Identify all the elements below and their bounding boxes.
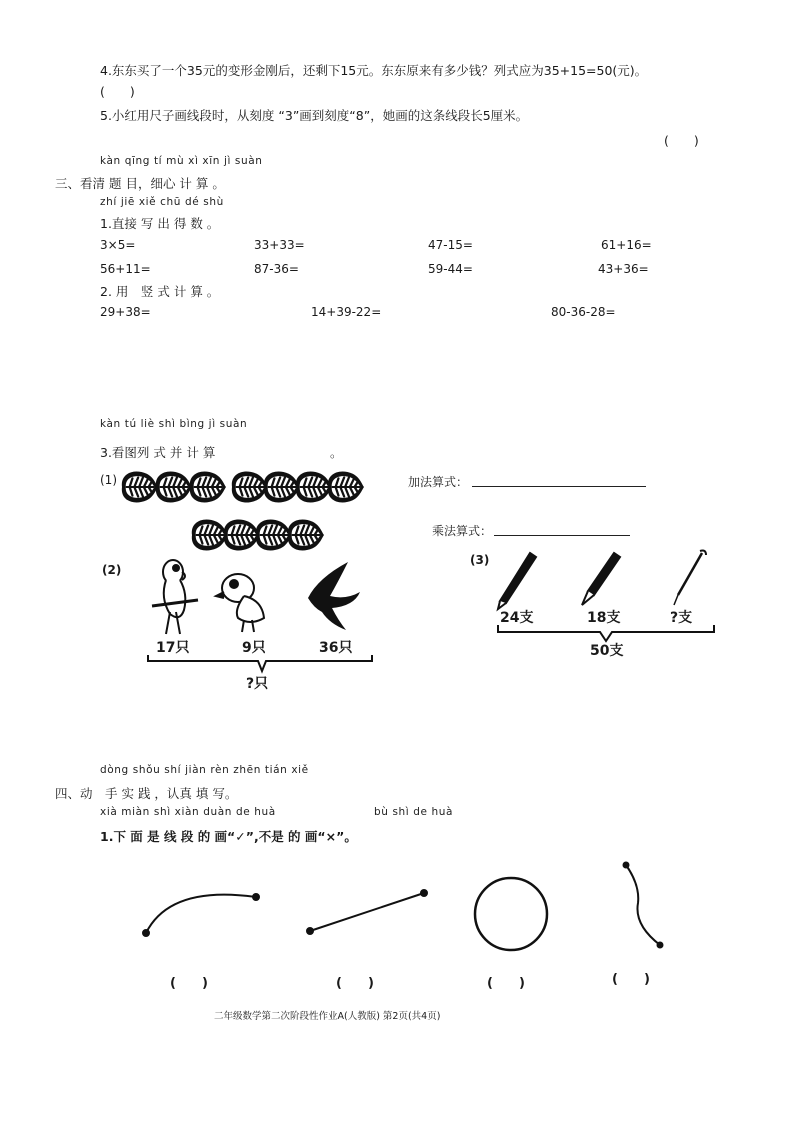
question-4-text: 4.东东买了一个35元的变形金刚后，还剩下15元。东东原来有多少钱？列式应为35+15=50(元)。 xyxy=(100,63,648,78)
sub3-title: 3.看图列 式 并 计 算 xyxy=(100,445,216,460)
oral-problem: 47-15= xyxy=(428,238,473,252)
arc-shape xyxy=(143,894,259,936)
curve-shape xyxy=(624,863,663,948)
pens-total: 50支 xyxy=(590,643,624,659)
section-3-title: 三、看清 题 目，细心 计 算 。 xyxy=(55,176,225,191)
question-4-answer-paren[interactable]: ( ) xyxy=(100,84,135,99)
sub1-pinyin: zhí jiē xiě chū dé shù xyxy=(100,196,224,208)
section-4-title: 四、动 手 实 践 ，认真 填 写。 xyxy=(55,786,238,801)
parrot-count: 17只 xyxy=(156,640,190,656)
swallow-count: 36只 xyxy=(319,640,353,656)
swallow-icon xyxy=(308,562,360,630)
problem-2-label: (2) xyxy=(102,563,122,577)
parrot-icon xyxy=(152,560,198,634)
oral-problem: 61+16= xyxy=(601,238,652,252)
vertical-problem: 14+39-22= xyxy=(311,305,382,319)
section-3-pinyin: kàn qīng tí mù xì xīn jì suàn xyxy=(100,155,263,167)
oral-problem: 3×5= xyxy=(100,238,136,252)
page-footer: 二年级数学第二次阶段性作业A(人教版) 第2页(共4页) xyxy=(214,1011,441,1022)
oral-problem: 43+36= xyxy=(598,262,649,276)
vertical-problem: 80-36-28= xyxy=(551,305,616,319)
sub3-title-end: 。 xyxy=(330,445,343,460)
pencil-count: 24支 xyxy=(500,610,534,626)
pencil-icon xyxy=(498,553,536,609)
bird-count: 9只 xyxy=(242,640,266,656)
multiplication-formula-label: 乘法算式： xyxy=(432,524,493,538)
oral-problem: 56+11= xyxy=(100,262,151,276)
line-shapes-figure xyxy=(130,855,730,965)
fountain-pen-icon xyxy=(582,553,620,605)
question-5-text: 5.小红用尺子画线段时，从刻度 “3”画到刻度“8”，她画的这条线段长5厘米。 xyxy=(100,108,529,123)
multiplication-answer-line[interactable] xyxy=(494,523,630,536)
sub2-title: 2. 用 竖 式 计 算 。 xyxy=(100,284,220,299)
pens-picture xyxy=(490,545,720,615)
addition-formula-label: 加法算式： xyxy=(408,475,469,489)
line-segment-shape xyxy=(307,890,427,934)
problem-3-label: (3) xyxy=(470,553,490,567)
problem-1-label: (1) xyxy=(100,473,117,487)
bird-icon xyxy=(216,574,264,632)
birds-picture xyxy=(140,550,380,645)
sub3-pinyin: kàn tú liè shì bìng jì suàn xyxy=(100,418,248,430)
leaves-picture xyxy=(120,464,410,554)
answer-paren-4[interactable]: ( ) xyxy=(612,972,650,987)
oral-problem: 59-44= xyxy=(428,262,473,276)
addition-answer-line[interactable] xyxy=(472,474,646,487)
section-4-sub1-pinyin-b: bù shì de huà xyxy=(374,806,454,818)
sub1-title: 1.直接 写 出 得 数 。 xyxy=(100,216,220,231)
answer-paren-2[interactable]: ( ) xyxy=(336,976,374,991)
oral-problem: 87-36= xyxy=(254,262,299,276)
answer-paren-3[interactable]: ( ) xyxy=(487,976,525,991)
oral-problem: 33+33= xyxy=(254,238,305,252)
section-4-sub1-title: 1.下 面 是 线 段 的 画“✓”,不是 的 画“×”。 xyxy=(100,829,357,844)
birds-total: ?只 xyxy=(246,676,269,692)
section-4-sub1-pinyin-a: xià miàn shì xiàn duàn de huà xyxy=(100,806,276,818)
vertical-problem: 29+38= xyxy=(100,305,151,319)
brush-pen-count: ?支 xyxy=(670,610,693,626)
question-5-answer-paren[interactable]: ( ) xyxy=(664,133,699,148)
brush-pen-icon xyxy=(674,551,706,606)
section-4-pinyin: dòng shǒu shí jiàn rèn zhēn tián xiě xyxy=(100,764,309,776)
circle-shape xyxy=(475,878,547,950)
answer-paren-1[interactable]: ( ) xyxy=(170,976,208,991)
fountain-pen-count: 18支 xyxy=(587,610,621,626)
